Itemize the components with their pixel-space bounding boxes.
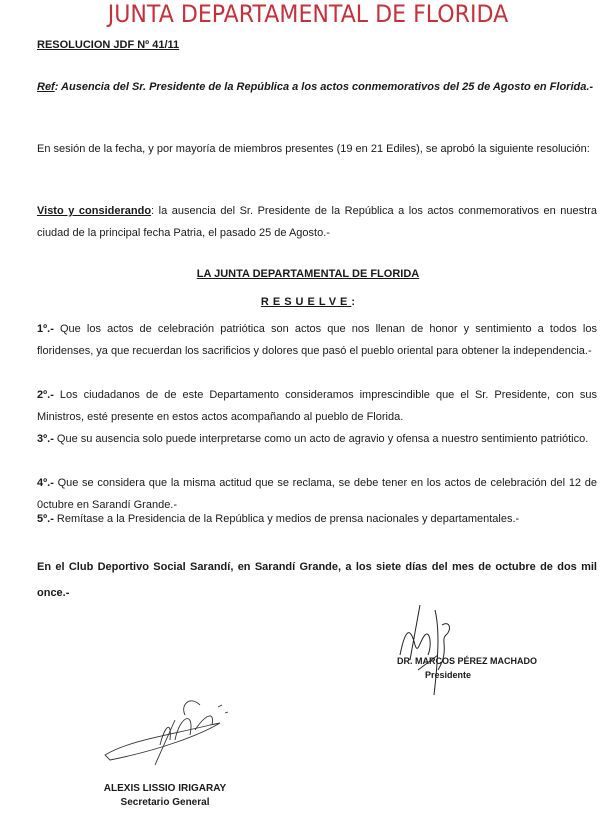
item-number: 3º.-: [37, 433, 54, 445]
president-name: DR. MARCOS PÉREZ MACHADO: [396, 656, 537, 666]
resolution-number: RESOLUCION JDF Nº 41/11: [37, 39, 180, 51]
considering-text: : la ausencia del Sr. Presidente de la República a los actos conmemorativos en nuestra ciudad de la principal fecha Patria, el pasado 25 de Agosto.-: [37, 205, 597, 239]
item-text: Remítase a la Presidencia de la República y medios de prensa nacionales y departamentales.-: [53, 513, 520, 525]
president-signature-icon: [390, 600, 470, 700]
considering-paragraph: [37, 200, 597, 244]
reference-text: : Ausencia del Sr. Presidente de la República a los actos conmemorativos del 25 de Agosto en Florida.-: [54, 81, 594, 93]
resolution-item-1: [37, 318, 597, 362]
session-paragraph: En sesión de la fecha, y por mayoría de miembros presentes (19 en 21 Ediles), se aprobó la siguiente resolución:: [37, 143, 590, 155]
reference-paragraph: [37, 76, 597, 98]
resolution-item-5: [37, 508, 597, 530]
secretary-signature-icon: [100, 695, 240, 770]
item-number: 5º.-: [37, 513, 54, 525]
secretary-name: ALEXIS LISSIO IRIGARAY: [103, 783, 227, 794]
closing-paragraph: En el Club Deportivo Social Sarandí, en Sarandí Grande, a los siete días del mes de octubre de dos mil once.-: [37, 561, 597, 599]
resolve-heading-wrap: [0, 296, 616, 308]
secretary-role: Secretario General: [120, 797, 210, 808]
document-title: JUNTA DEPARTAMENTAL DE FLORIDA: [107, 0, 509, 28]
item-number: 2º.-: [37, 389, 54, 401]
item-text: Los ciudadanos de de este Departamento consideramos imprescindible que el Sr. Presidente, con sus Ministros, esté presente en estos actos acompañando al pueblo de Florida.: [37, 389, 597, 423]
item-number: 1º.-: [37, 323, 54, 335]
body-heading: LA JUNTA DEPARTAMENTAL DE FLORIDA: [196, 268, 420, 280]
item-text: Que se considera que la misma actitud que se reclama, se debe tener en los actos de celebración del 12 de 0ctubre en Sarandí Grande.-: [37, 477, 597, 511]
considering-label: Visto y considerando: [37, 205, 152, 217]
item-number: 4º.-: [37, 477, 54, 489]
resolution-item-3: [37, 428, 597, 450]
resolve-heading: RESUELVE: [260, 296, 352, 308]
item-text: Que los actos de celebración patriótica son actos que nos llenan de honor y sentimiento a todos los floridenses, ya que recuerdan los sacrificios y dolores que pasó el pueblo oriental para obtener la independencia.-: [37, 323, 597, 357]
reference-label: Ref: [37, 81, 55, 93]
president-role: Presidente: [424, 670, 472, 680]
resolve-colon: :: [351, 296, 356, 308]
item-text: Que su ausencia solo puede interpretarse como un acto de agravio y ofensa a nuestro sentimiento patriótico.: [53, 433, 589, 445]
resolution-item-2: [37, 384, 597, 428]
